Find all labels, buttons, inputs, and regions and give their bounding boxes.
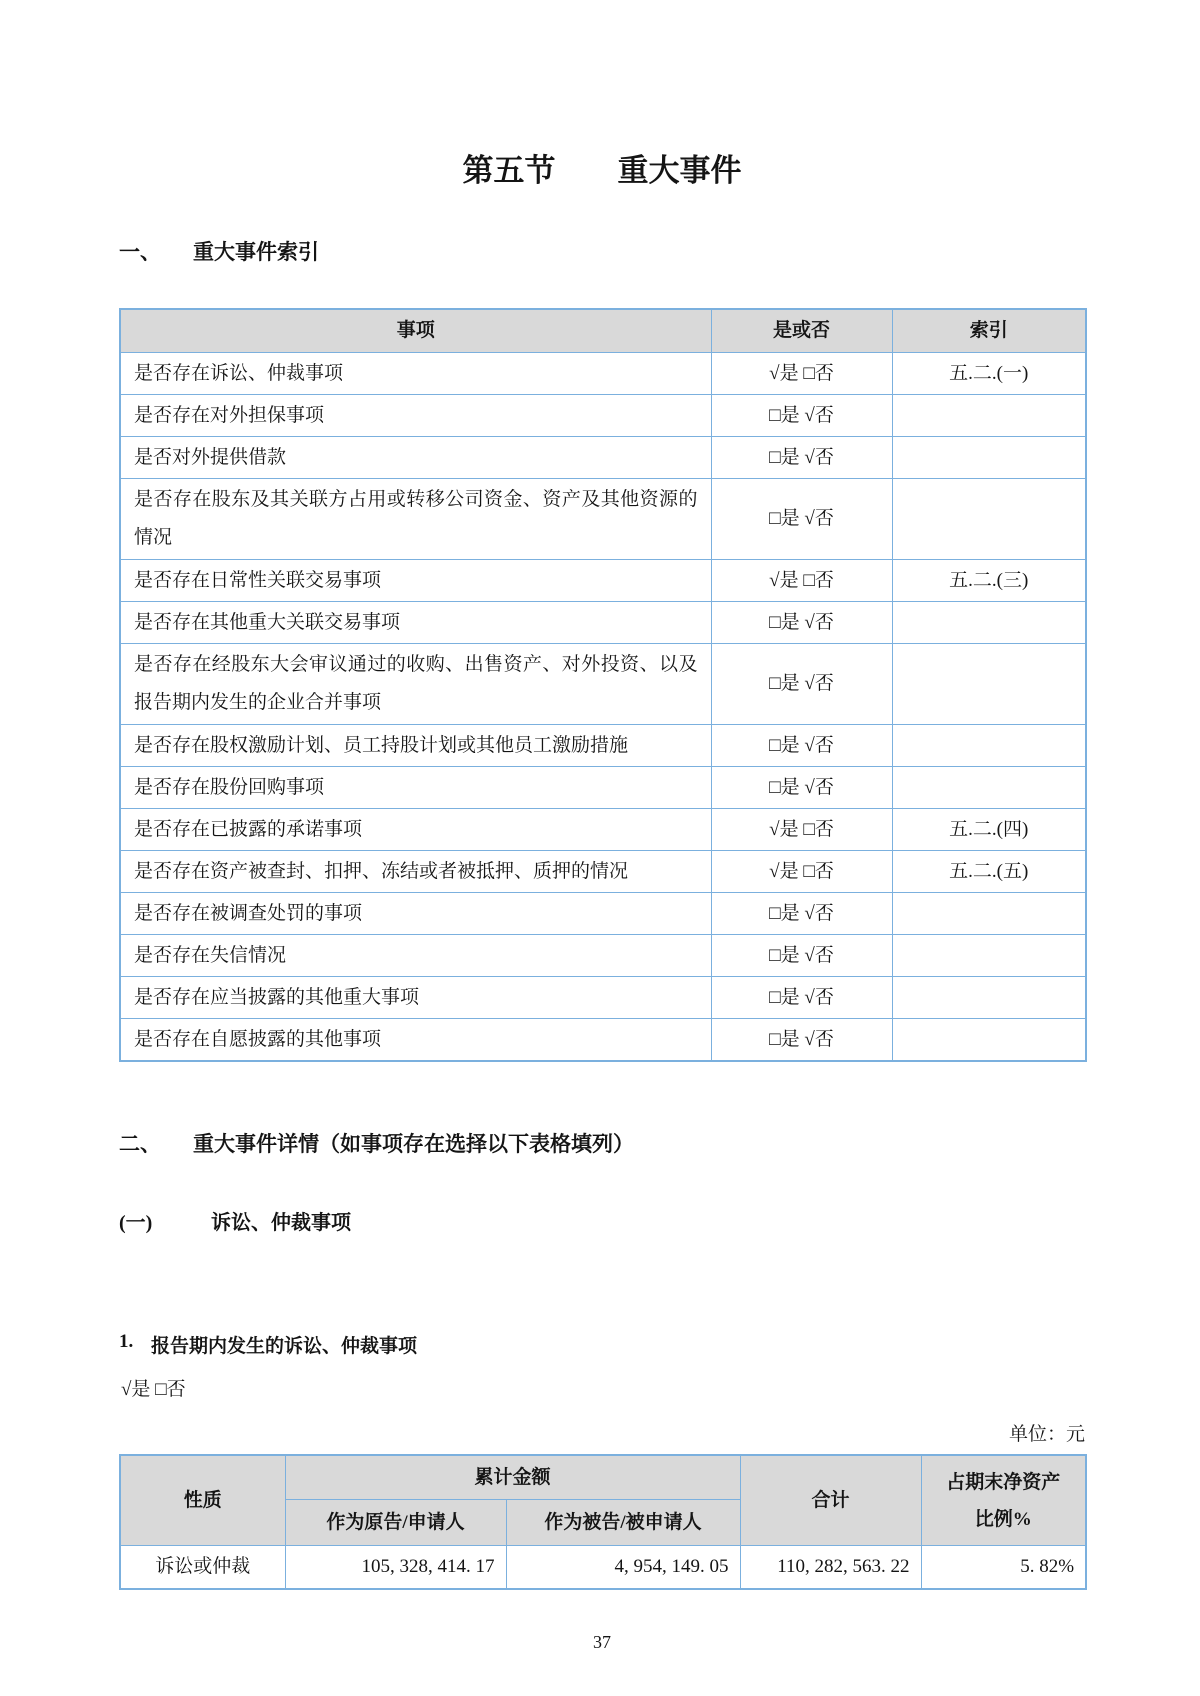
section-2-title: 重大事件详情（如事项存在选择以下表格填列）	[193, 1132, 634, 1156]
header-total: 合计	[740, 1455, 921, 1546]
item-cell: 是否存在股东及其关联方占用或转移公司资金、资产及其他资源的情况	[120, 479, 711, 560]
item-cell: 是否存在其他重大关联交易事项	[120, 602, 711, 644]
index-cell	[892, 437, 1086, 479]
table-row	[120, 851, 1086, 893]
subsection-1-heading	[119, 1206, 1085, 1235]
header-net-asset-ratio-line2: 比例%	[974, 1508, 1032, 1530]
yes-no-cell: □是 √否	[711, 602, 892, 644]
table-row	[120, 725, 1086, 767]
table-row	[120, 602, 1086, 644]
yes-no-cell: □是 √否	[711, 725, 892, 767]
litigation-amount-table	[119, 1454, 1087, 1590]
plaintiff-amount-cell: 105, 328, 414. 17	[285, 1546, 506, 1590]
item-1-heading	[119, 1331, 1085, 1358]
index-cell	[892, 935, 1086, 977]
item-cell: 是否对外提供借款	[120, 437, 711, 479]
yes-no-cell: □是 √否	[711, 479, 892, 560]
item-cell: 是否存在股权激励计划、员工持股计划或其他员工激励措施	[120, 725, 711, 767]
item-cell: 是否存在经股东大会审议通过的收购、出售资产、对外投资、以及报告期内发生的企业合并事项	[120, 644, 711, 725]
section-2-number: 二、	[119, 1132, 161, 1156]
item-cell: 是否存在股份回购事项	[120, 767, 711, 809]
item-1-title: 报告期内发生的诉讼、仲裁事项	[151, 1336, 418, 1357]
document-content	[119, 145, 1085, 1653]
subsection-1-number: (一)	[119, 1212, 153, 1234]
unit-label: 单位：元	[1008, 1424, 1085, 1445]
section-1-title: 重大事件索引	[193, 240, 319, 264]
item-cell: 是否存在被调查处罚的事项	[120, 893, 711, 935]
major-events-index-table	[119, 308, 1087, 1062]
yes-no-cell: √是 □否	[711, 560, 892, 602]
net-asset-ratio-cell: 5. 82%	[921, 1546, 1086, 1590]
page-title: 第五节 重大事件	[462, 153, 742, 188]
index-cell	[892, 767, 1086, 809]
table-row	[120, 560, 1086, 602]
item-cell: 是否存在对外担保事项	[120, 395, 711, 437]
table-row	[120, 767, 1086, 809]
yes-no-cell: √是 □否	[711, 809, 892, 851]
yes-no-cell: □是 √否	[711, 395, 892, 437]
yes-no-cell: √是 □否	[711, 353, 892, 395]
index-cell	[892, 725, 1086, 767]
index-cell	[892, 977, 1086, 1019]
item-cell: 是否存在诉讼、仲裁事项	[120, 353, 711, 395]
section-1-number: 一、	[119, 240, 161, 264]
header-as-defendant: 作为被告/被申请人	[506, 1500, 740, 1546]
header-net-asset-ratio	[921, 1455, 1086, 1546]
index-cell	[892, 1019, 1086, 1062]
table-row	[120, 479, 1086, 560]
yes-no-cell: □是 √否	[711, 977, 892, 1019]
yes-no-cell: □是 √否	[711, 437, 892, 479]
header-item: 事项	[120, 309, 711, 353]
index-cell	[892, 479, 1086, 560]
index-table-header-row	[120, 309, 1086, 353]
item-1-number: 1.	[119, 1331, 134, 1352]
index-cell	[892, 644, 1086, 725]
litigation-yes-no: √是 □否	[121, 1379, 186, 1400]
total-amount-cell: 110, 282, 563. 22	[740, 1546, 921, 1590]
defendant-amount-cell: 4, 954, 149. 05	[506, 1546, 740, 1590]
item-cell: 是否存在日常性关联交易事项	[120, 560, 711, 602]
table-row	[120, 395, 1086, 437]
section-1-heading	[119, 236, 1085, 266]
index-cell: 五.二.(一)	[892, 353, 1086, 395]
header-index: 索引	[892, 309, 1086, 353]
table-row	[120, 644, 1086, 725]
amount-table-header-row-1	[120, 1455, 1086, 1500]
yes-no-cell: □是 √否	[711, 644, 892, 725]
index-cell	[892, 602, 1086, 644]
header-cumulative-amount: 累计金额	[285, 1455, 740, 1500]
index-cell	[892, 893, 1086, 935]
header-as-plaintiff: 作为原告/申请人	[285, 1500, 506, 1546]
table-row	[120, 1019, 1086, 1062]
table-row	[120, 1546, 1086, 1590]
table-row	[120, 977, 1086, 1019]
table-row	[120, 809, 1086, 851]
table-row	[120, 935, 1086, 977]
section-2-heading	[119, 1128, 1085, 1158]
index-cell: 五.二.(三)	[892, 560, 1086, 602]
item-cell: 是否存在失信情况	[120, 935, 711, 977]
index-cell	[892, 395, 1086, 437]
yes-no-cell: √是 □否	[711, 851, 892, 893]
table-row	[120, 893, 1086, 935]
index-cell: 五.二.(五)	[892, 851, 1086, 893]
item-cell: 是否存在应当披露的其他重大事项	[120, 977, 711, 1019]
header-net-asset-ratio-line1: 占期末净资产	[946, 1471, 1061, 1493]
table-row	[120, 437, 1086, 479]
nature-cell: 诉讼或仲裁	[120, 1546, 285, 1590]
page-number: 37	[593, 1632, 611, 1652]
subsection-1-title: 诉讼、仲裁事项	[211, 1212, 351, 1234]
item-cell: 是否存在自愿披露的其他事项	[120, 1019, 711, 1062]
index-cell: 五.二.(四)	[892, 809, 1086, 851]
header-yes-no: 是或否	[711, 309, 892, 353]
yes-no-cell: □是 √否	[711, 767, 892, 809]
item-cell: 是否存在已披露的承诺事项	[120, 809, 711, 851]
header-nature: 性质	[120, 1455, 285, 1546]
yes-no-cell: □是 √否	[711, 893, 892, 935]
yes-no-cell: □是 √否	[711, 1019, 892, 1062]
table-row	[120, 353, 1086, 395]
item-cell: 是否存在资产被查封、扣押、冻结或者被抵押、质押的情况	[120, 851, 711, 893]
yes-no-cell: □是 √否	[711, 935, 892, 977]
